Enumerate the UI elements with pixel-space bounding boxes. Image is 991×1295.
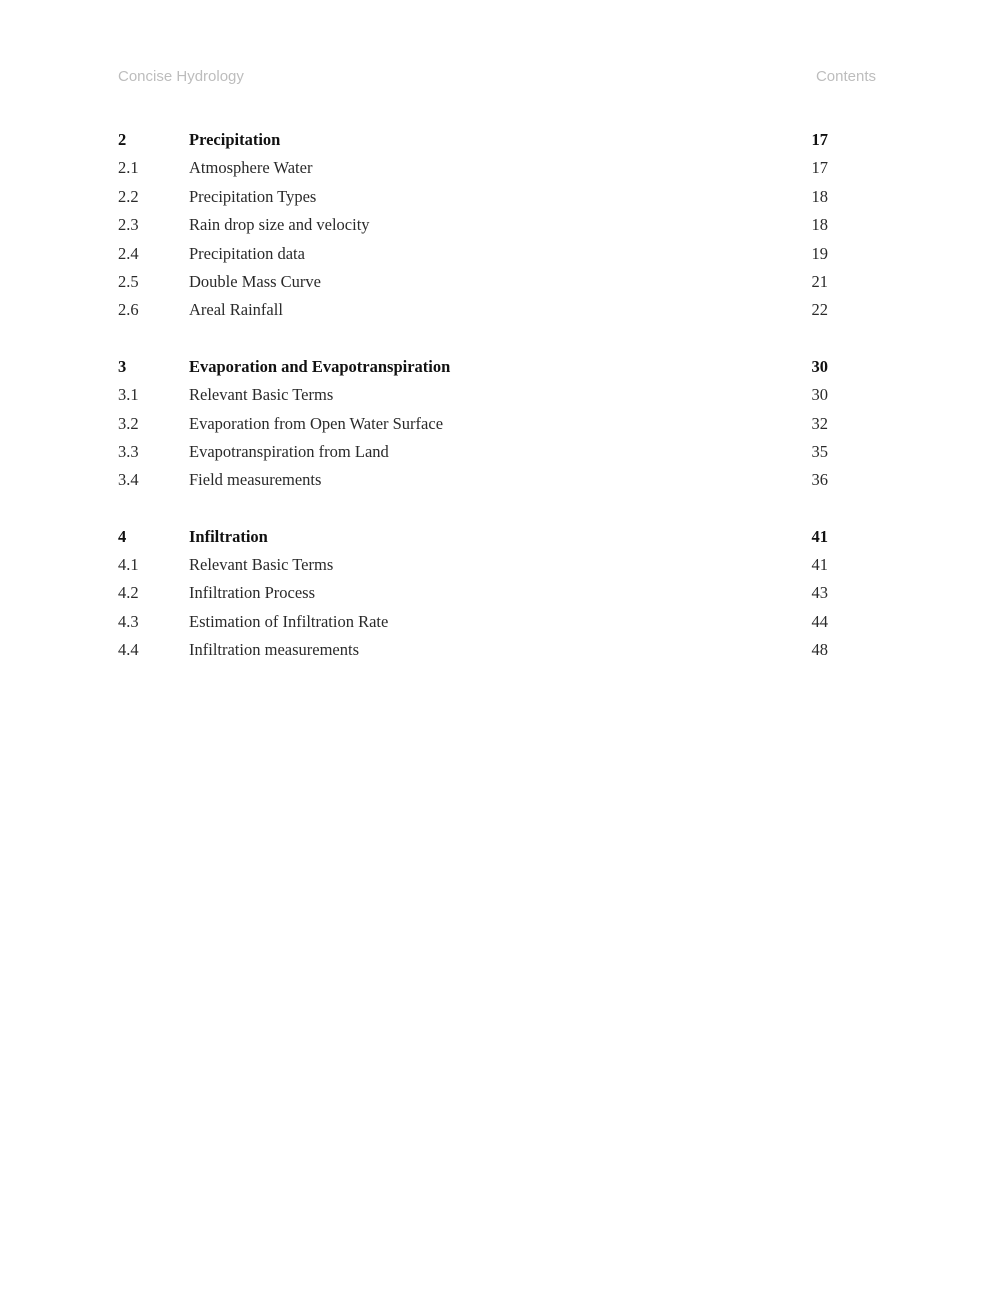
page-number: 30: [811, 385, 828, 405]
section-title: Estimation of Infiltration Rate: [189, 611, 389, 631]
toc-entry[interactable]: [118, 383, 828, 411]
page-number: 43: [811, 583, 828, 603]
page-number: 41: [811, 555, 828, 575]
toc-entry[interactable]: [118, 440, 828, 468]
page-number: 35: [811, 441, 828, 461]
chapter-number: 4: [118, 526, 127, 546]
toc-entry[interactable]: [118, 468, 828, 496]
chapter-title: Evaporation and Evapotranspiration: [189, 356, 451, 376]
section-number: 4.3: [118, 611, 139, 631]
page-number: 22: [811, 300, 828, 320]
chapter-title: Infiltration: [189, 526, 268, 546]
chapter-number: 3: [118, 356, 127, 376]
chapter-heading[interactable]: [118, 128, 828, 156]
section-title: Precipitation Types: [189, 186, 317, 206]
toc-entry[interactable]: [118, 638, 828, 666]
page-number: 32: [811, 413, 828, 433]
toc-entry[interactable]: [118, 610, 828, 638]
toc-entry[interactable]: [118, 298, 828, 326]
section-title: Relevant Basic Terms: [189, 555, 334, 575]
section-title: Infiltration Process: [189, 583, 316, 603]
section-number: 4.4: [118, 640, 139, 660]
toc-chapter-2: [118, 128, 828, 327]
section-title: Relevant Basic Terms: [189, 385, 334, 405]
page-number: 36: [811, 470, 828, 490]
page-number: 18: [811, 186, 828, 206]
chapter-heading[interactable]: [118, 355, 828, 383]
running-header: [118, 68, 876, 90]
section-title: Evapotranspiration from Land: [189, 441, 389, 461]
page-number: 41: [811, 526, 828, 546]
page-number: 18: [811, 215, 828, 235]
toc-entry[interactable]: [118, 581, 828, 609]
page-number: 44: [811, 611, 828, 631]
toc-entry[interactable]: [118, 242, 828, 270]
section-number: 4.2: [118, 583, 139, 603]
book-title: Concise Hydrology: [118, 68, 244, 85]
toc-entry[interactable]: [118, 270, 828, 298]
section-number: 2.2: [118, 186, 139, 206]
section-number: 3.2: [118, 413, 139, 433]
page-number: 19: [811, 243, 828, 263]
section-number: 2.3: [118, 215, 139, 235]
section-number: 3.4: [118, 470, 139, 490]
section-title: Rain drop size and velocity: [189, 215, 370, 235]
toc-entry[interactable]: [118, 412, 828, 440]
section-label: Contents: [815, 68, 876, 85]
chapter-heading[interactable]: [118, 525, 828, 553]
page-number: 17: [811, 130, 828, 149]
toc-chapter-3: [118, 355, 828, 497]
page-number: 48: [811, 640, 828, 660]
section-title: Infiltration measurements: [189, 640, 359, 660]
section-number: 2.4: [118, 243, 139, 263]
toc-entry[interactable]: [118, 213, 828, 241]
section-number: 3.3: [118, 441, 139, 461]
section-title: Evaporation from Open Water Surface: [189, 413, 444, 433]
page-number: 17: [811, 158, 828, 178]
page-number: 30: [811, 356, 828, 376]
section-title: Double Mass Curve: [189, 271, 321, 291]
section-number: 2.6: [118, 300, 139, 320]
section-title: Areal Rainfall: [189, 300, 283, 320]
section-number: 4.1: [118, 555, 139, 575]
section-number: 2.1: [118, 158, 139, 178]
section-title: Atmosphere Water: [189, 158, 313, 178]
section-number: 3.1: [118, 385, 139, 405]
toc-entry[interactable]: [118, 185, 828, 213]
chapter-title: Precipitation: [189, 130, 281, 149]
toc-entry[interactable]: [118, 156, 828, 184]
section-title: Precipitation data: [189, 243, 305, 263]
toc-entry[interactable]: [118, 553, 828, 581]
section-number: 2.5: [118, 271, 139, 291]
page-number: 21: [811, 271, 828, 291]
section-title: Field measurements: [189, 470, 322, 490]
chapter-number: 2: [118, 130, 127, 149]
table-of-contents: [118, 128, 828, 695]
toc-chapter-4: [118, 525, 828, 667]
